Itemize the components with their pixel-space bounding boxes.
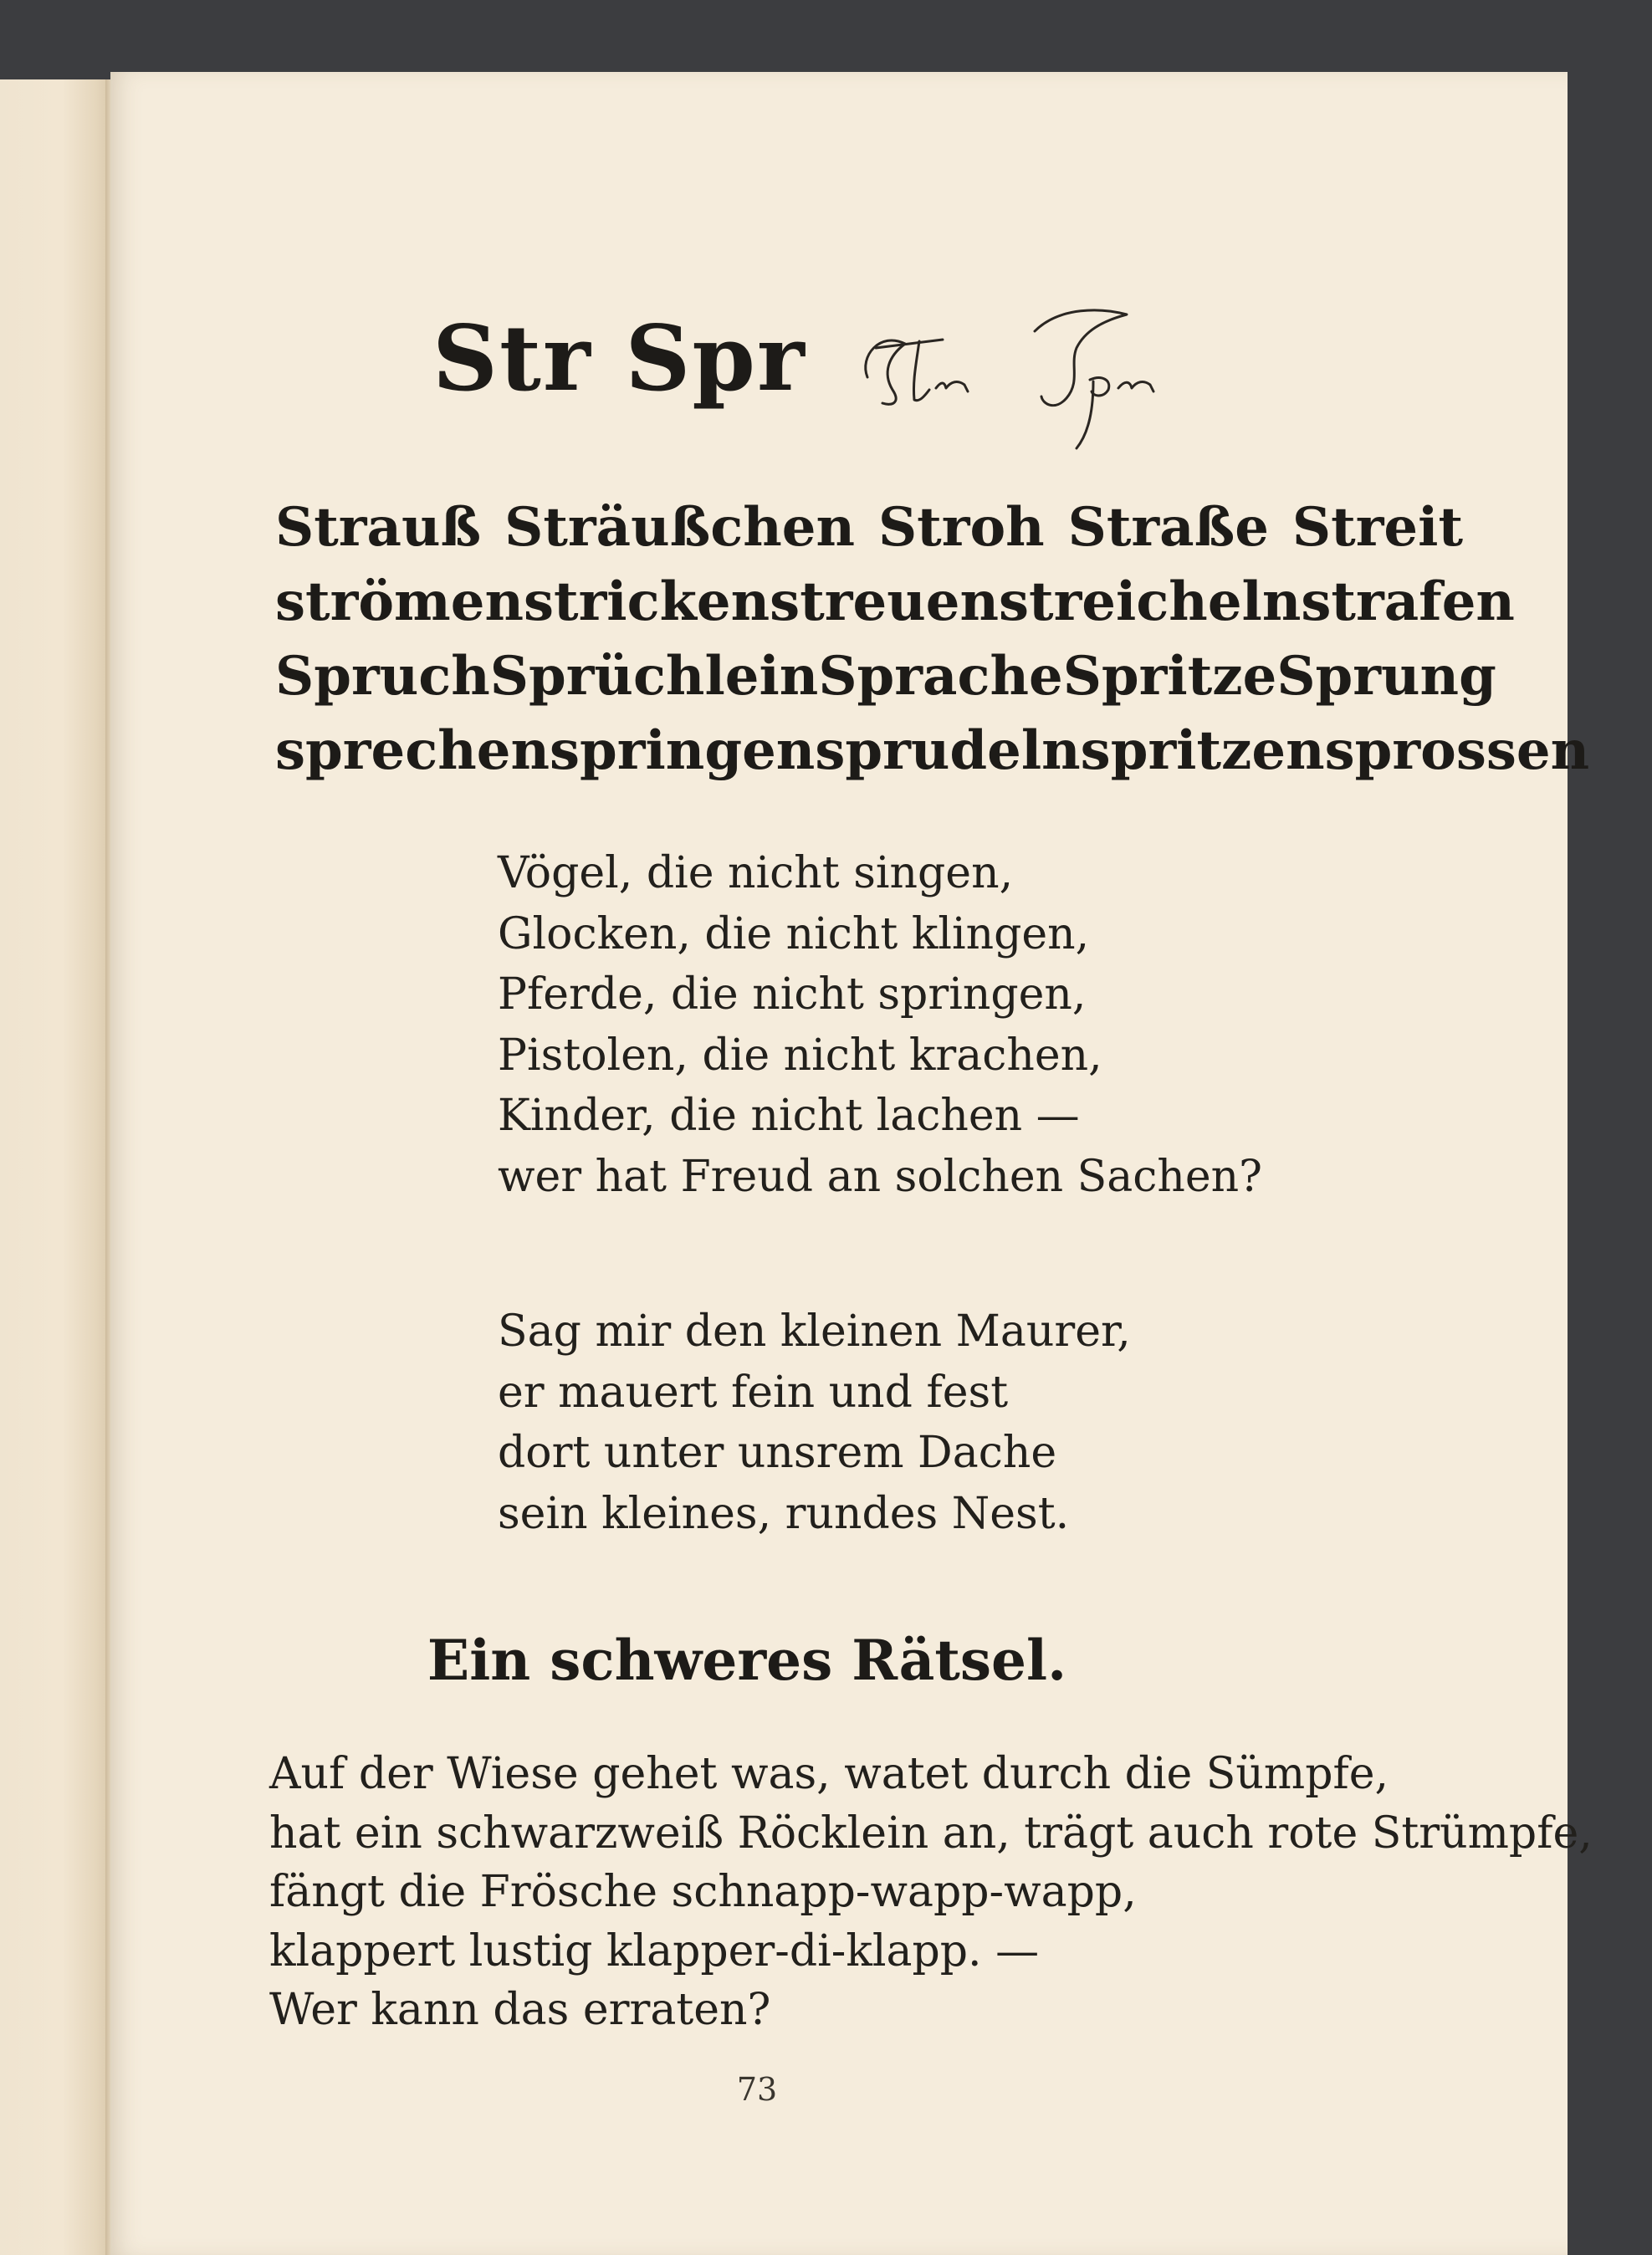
practice-word: streuen [770, 570, 999, 633]
practice-word: sprechen [275, 719, 550, 782]
practice-word: Stroh [877, 496, 1045, 559]
poem-line: Kinder, die nicht lachen — [498, 1091, 1080, 1141]
heading-print-text: Str Spr [432, 306, 806, 412]
practice-word: sprossen [1324, 719, 1590, 782]
practice-word: Streit [1291, 496, 1463, 559]
word-row [275, 639, 1496, 713]
riddle-text [269, 1745, 1593, 2040]
practice-word: strafen [1301, 570, 1515, 633]
word-row [275, 490, 1463, 565]
practice-word: stricken [523, 570, 770, 633]
practice-word: Spruch [275, 645, 490, 708]
riddle-line: klappert lustig klapper-di-klapp. — [269, 1925, 1040, 1976]
practice-word: Spritze [1062, 645, 1277, 708]
practice-word: streicheln [998, 570, 1302, 633]
riddle-line: hat ein schwarzweiß Röcklein an, trägt auch rote Strümpfe, [269, 1808, 1593, 1859]
word-row [275, 565, 1515, 639]
riddle-line: Wer kann das erraten? [269, 1985, 771, 2035]
poem-line: wer hat Freud an solchen Sachen? [498, 1151, 1263, 1202]
facing-page-edge [0, 79, 113, 2255]
riddle-title [110, 1628, 1568, 1693]
practice-word: Sprache [818, 645, 1063, 708]
practice-word: sprudeln [815, 719, 1081, 782]
word-row [275, 713, 1590, 788]
poem-line: sein kleines, rundes Nest. [498, 1488, 1070, 1539]
page-number [110, 2071, 1568, 2108]
practice-word: Sträußchen [504, 496, 855, 559]
poem-line: Pistolen, die nicht krachen, [498, 1030, 1102, 1081]
poem-line: Pferde, die nicht springen, [498, 969, 1087, 1020]
poem-line: Vögel, die nicht singen, [498, 848, 1014, 898]
poem-line: Sag mir den kleinen Maurer, [498, 1306, 1131, 1357]
page-heading [110, 298, 1568, 432]
practice-word: Straße [1067, 496, 1269, 559]
practice-word-grid [275, 490, 1590, 788]
book-page [110, 72, 1593, 2255]
riddle-line: Auf der Wiese gehet was, watet durch die Sümpfe, [269, 1749, 1389, 1799]
practice-word: Sprung [1276, 645, 1496, 708]
practice-word: spritzen [1080, 719, 1325, 782]
poem-line: er mauert fein und fest [498, 1367, 1009, 1418]
practice-word: Sprüchlein [489, 645, 819, 708]
page-number-text: 73 [736, 2071, 778, 2108]
poem-mason [498, 1301, 1334, 1544]
poem-birds-bells [498, 843, 1334, 1207]
heading-handwritten-script [842, 298, 1311, 457]
poem-line: dort unter unsrem Dache [498, 1428, 1057, 1478]
practice-word: Strauß [275, 496, 482, 559]
riddle-title-text: Ein schweres Rätsel. [427, 1628, 1067, 1693]
practice-word: strömen [275, 570, 524, 633]
poem-line: Glocken, die nicht klingen, [498, 908, 1090, 959]
riddle-line: fängt die Frösche schnapp-wapp-wapp, [269, 1867, 1137, 1917]
practice-word: springen [549, 719, 816, 782]
